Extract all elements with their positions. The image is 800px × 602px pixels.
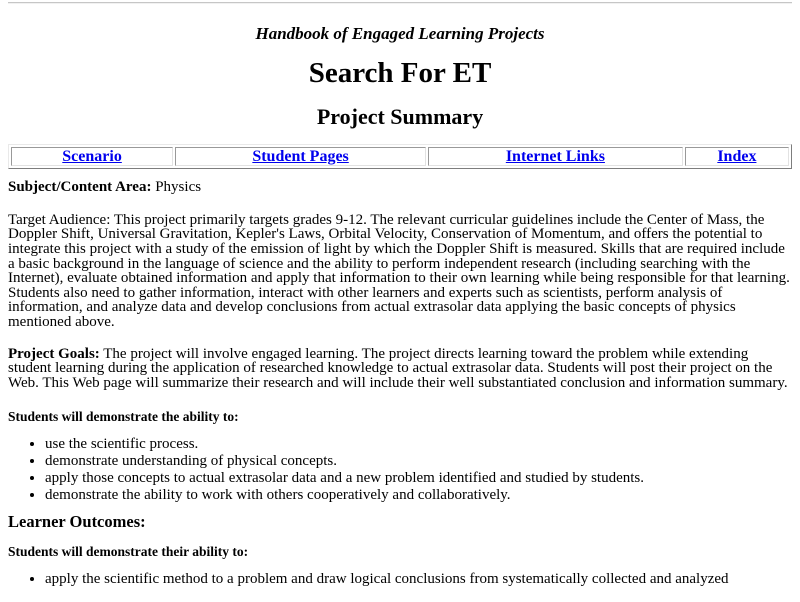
project-goals-paragraph bbox=[8, 347, 792, 391]
target-audience-paragraph: Target Audience: This project primarily targets grades 9-12. The relevant curricular guidelines include the Center of Mass, the Doppler Shift, Universal Gravitation, Kepler's Laws, Orbital Velocity, Conservation of Momentum, and offers the potential to integrate this project with a study of the emission of light by which the Doppler Shift is measured. Skills that are required include a basic background in the language of science and the ability to perform independent research (including searching with the Internet), evaluate obtained information and apply that information to their own learning while being responsible for that learning. Students also need to gather information, interact with other learners and experts such as scientists, perform analysis of information, and analyze data and develop conclusions from actual extrasolar data applying the basic concepts of physics mentioned above. bbox=[8, 211, 790, 330]
project-goals-label: Project Goals: bbox=[8, 345, 100, 362]
nav-link-scenario[interactable]: Scenario bbox=[62, 147, 122, 165]
page-title: Search For ET bbox=[308, 57, 492, 89]
nav-link-student-pages[interactable]: Student Pages bbox=[252, 147, 349, 165]
top-rule bbox=[8, 2, 792, 4]
students-outcomes-heading: Students will demonstrate their ability to: bbox=[8, 544, 249, 560]
subject-content-area-line bbox=[8, 180, 792, 195]
nav-row bbox=[11, 147, 789, 166]
nav-link-internet-links[interactable]: Internet Links bbox=[505, 147, 605, 165]
ability-item: • use the scientific process. bbox=[45, 436, 792, 453]
subject-content-area-label: Subject/Content Area: bbox=[8, 178, 152, 195]
subject-content-area-value: Physics bbox=[155, 178, 202, 195]
page-subtitle: Project Summary bbox=[316, 104, 484, 130]
ability-item: • demonstrate understanding of physical concepts. bbox=[45, 453, 792, 470]
project-goals-text: The project will involve engaged learning. The project directs learning toward the problem while extending student learning during the application of researched knowledge to actual extrasolar data. Students will post their project on the Web. This Web page will summarize their research and will include their well substantiated conclusion and information summary. bbox=[8, 345, 788, 391]
nav-cell-internet-links bbox=[428, 147, 683, 166]
outcomes-list bbox=[8, 571, 792, 588]
students-ability-heading: Students will demonstrate the ability to: bbox=[8, 409, 239, 425]
outcome-item: • apply the scientific method to a problem and draw logical conclusions from systematically collected and analyzed bbox=[45, 571, 792, 588]
nav-cell-index bbox=[685, 147, 789, 166]
nav-table bbox=[8, 144, 792, 169]
ability-item: • demonstrate the ability to work with others cooperatively and collaboratively. bbox=[45, 487, 792, 504]
ability-item: • apply those concepts to actual extrasolar data and a new problem identified and studied by students. bbox=[45, 470, 792, 487]
site-header: Handbook of Engaged Learning Projects bbox=[255, 24, 545, 43]
ability-list bbox=[8, 436, 792, 503]
nav-cell-student-pages bbox=[175, 147, 426, 166]
learner-outcomes-heading: Learner Outcomes: bbox=[8, 512, 146, 532]
nav-link-index[interactable]: Index bbox=[717, 147, 757, 165]
nav-cell-scenario bbox=[11, 147, 173, 166]
